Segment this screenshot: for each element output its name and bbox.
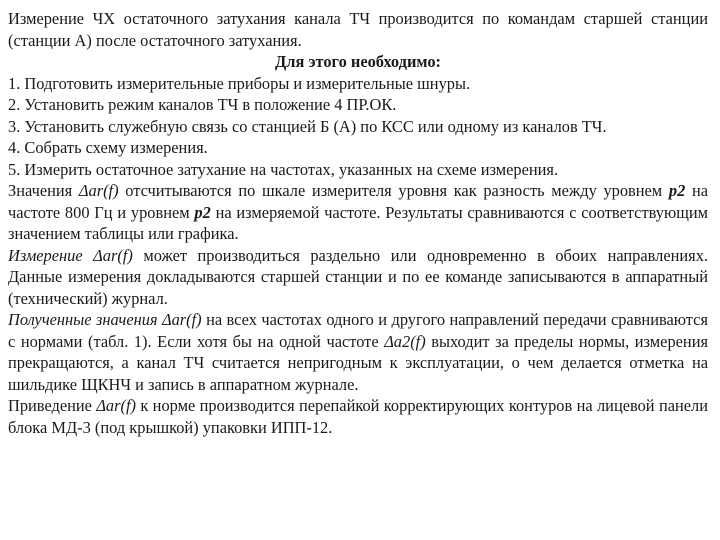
section-heading: Для этого необходимо: (275, 52, 441, 71)
step-3: 3. Установить служебную связь со станцией Б (А) по КСС или одному из каналов ТЧ. (8, 116, 607, 136)
adjust-symbol-1: Δаr(f) (96, 396, 136, 415)
measure-text-1: Измерение (8, 245, 94, 265)
step-1: 1. Подготовить измерительные приборы и измерительные шнуры. (8, 73, 471, 93)
values-text-3: на частоте 800 Гц и уровнем (8, 181, 708, 222)
measure-symbol-1: Δаr(f) (93, 245, 133, 265)
intro-paragraph: Измерение ЧХ остаточного затухания канала ТЧ производится по командам старшей станции (станции А) после остаточного затухания. (8, 9, 708, 50)
obtained-symbol-1: Δаr(f) (161, 310, 202, 329)
step-2: 2. Установить режим каналов ТЧ в положение 4 ПР.ОК. (8, 95, 397, 114)
values-symbol-1: Δаr(f) (78, 181, 119, 200)
values-text-2: отсчитываются по шкале измерителя уровня как разность между уровнем (118, 181, 669, 200)
step-4: 4. Собрать схему измерения. (8, 138, 208, 157)
adjust-text-1: Приведение (8, 396, 97, 415)
values-symbol-3: р2 (194, 202, 211, 222)
obtained-text-2: на всех частотах одного и другого направлений передачи сравниваются с нормами (табл. 1). Если хотя бы на одной частоте (8, 310, 708, 351)
obtained-symbol-2: Δа2(f) (384, 331, 426, 351)
values-paragraph (8, 180, 708, 245)
adjust-text-2: к норме производится перепайкой корректирующих контуров на лицевой панели блока МД-3 (под крышкой) упаковки ИПП-12. (8, 396, 708, 437)
measure-paragraph (8, 245, 708, 310)
obtained-text-3: выходит за пределы нормы, измерения прекращаются, а канал ТЧ считается непригодным к эксплуатации, о чем делается отметка на шильдике ЩКНЧ и запись в аппаратном журнале. (8, 331, 708, 394)
obtained-text-1: Полученные значения (8, 310, 162, 329)
values-text-4: на измеряемой частоте. Результаты сравниваются с соответствующим значением таблицы или графика. (8, 202, 708, 243)
document-text (8, 8, 708, 438)
measure-text-2: может производиться раздельно или одновременно в обоих направлениях. Данные измерения докладываются старшей станции и по ее команде записываются в аппаратный (технический) журнал. (8, 245, 708, 308)
step-5: 5. Измерить остаточное затухание на частотах, указанных на схеме измерения. (8, 159, 559, 179)
values-text-1: Значения (8, 181, 79, 200)
obtained-paragraph (8, 309, 708, 395)
values-symbol-2: р2 (668, 181, 686, 200)
adjust-paragraph (8, 395, 708, 438)
